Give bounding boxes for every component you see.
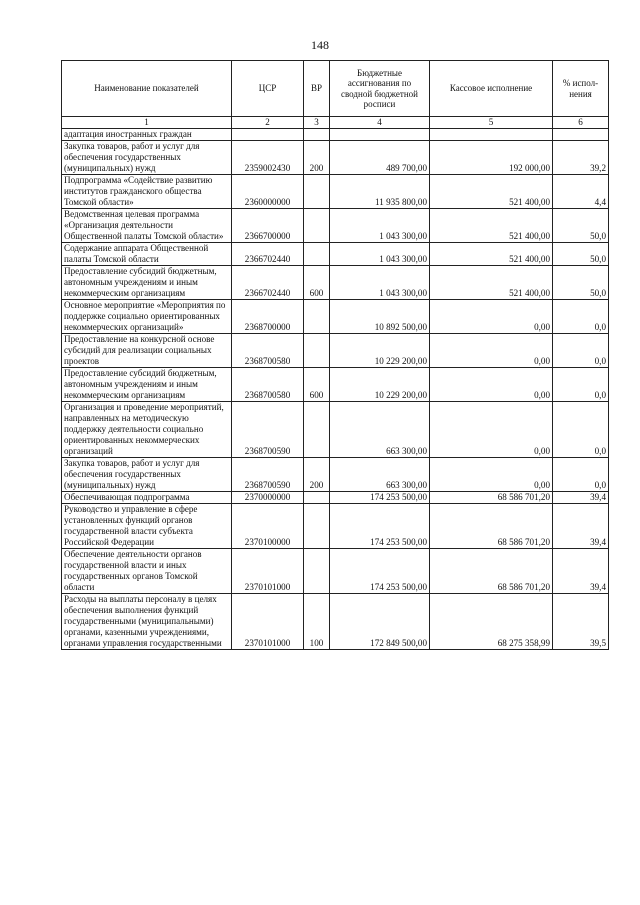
table-row — [62, 402, 609, 458]
row-csr: 2370101000 — [232, 594, 304, 650]
row-vr — [304, 492, 330, 504]
row-budget: 11 935 800,00 — [330, 175, 430, 209]
row-vr — [304, 209, 330, 243]
row-name: Предоставление субсидий бюджетным, автономным учреждениям и иным некоммерческим организациям — [62, 368, 232, 402]
header-pct: % испол-нения — [553, 61, 609, 117]
row-budget: 10 229 200,00 — [330, 368, 430, 402]
row-pct: 50,0 — [553, 266, 609, 300]
row-cash: 68 586 701,20 — [430, 504, 553, 549]
row-name: Руководство и управление в сфере установленных функций органов государственной власти субъекта Российской Федерации — [62, 504, 232, 549]
row-name: Основное мероприятие «Мероприятия по поддержке социально ориентированных некоммерческих организаций» — [62, 300, 232, 334]
header-cash: Кассовое исполнение — [430, 61, 553, 117]
row-cash: 0,00 — [430, 368, 553, 402]
row-cash: 68 586 701,20 — [430, 492, 553, 504]
row-csr: 2370000000 — [232, 492, 304, 504]
row-csr: 2360000000 — [232, 175, 304, 209]
column-number-row — [62, 117, 609, 129]
row-vr — [304, 300, 330, 334]
header-name: Наименование показателей — [62, 61, 232, 117]
column-number: 1 — [62, 117, 232, 129]
row-cash: 521 400,00 — [430, 243, 553, 266]
table-row — [62, 129, 609, 141]
row-name: Закупка товаров, работ и услуг для обеспечения государственных (муниципальных) нужд — [62, 141, 232, 175]
row-pct: 50,0 — [553, 243, 609, 266]
row-budget: 174 253 500,00 — [330, 549, 430, 594]
row-cash: 0,00 — [430, 334, 553, 368]
row-budget: 489 700,00 — [330, 141, 430, 175]
row-csr: 2368700000 — [232, 300, 304, 334]
row-csr: 2370100000 — [232, 504, 304, 549]
row-csr: 2368700590 — [232, 458, 304, 492]
row-vr — [304, 549, 330, 594]
row-budget: 1 043 300,00 — [330, 209, 430, 243]
row-cash: 0,00 — [430, 458, 553, 492]
row-cash: 68 275 358,99 — [430, 594, 553, 650]
row-name: Ведомственная целевая программа «Организация деятельности Общественной палаты Томской области» — [62, 209, 232, 243]
row-budget — [330, 129, 430, 141]
row-vr — [304, 504, 330, 549]
row-csr: 2366700000 — [232, 209, 304, 243]
row-name: Обеспечение деятельности органов государственной власти и иных государственных органов Томской области — [62, 549, 232, 594]
row-csr: 2368700580 — [232, 368, 304, 402]
row-pct: 39,4 — [553, 504, 609, 549]
row-name: Обеспечивающая подпрограмма — [62, 492, 232, 504]
row-pct: 39,5 — [553, 594, 609, 650]
row-budget: 10 229 200,00 — [330, 334, 430, 368]
table-row — [62, 243, 609, 266]
row-name: адаптация иностранных граждан — [62, 129, 232, 141]
row-name: Закупка товаров, работ и услуг для обеспечения государственных (муниципальных) нужд — [62, 458, 232, 492]
page-number: 148 — [311, 38, 329, 52]
row-budget: 172 849 500,00 — [330, 594, 430, 650]
row-csr: 2370101000 — [232, 549, 304, 594]
row-pct: 4,4 — [553, 175, 609, 209]
row-pct: 0,0 — [553, 300, 609, 334]
table-row — [62, 594, 609, 650]
row-cash: 68 586 701,20 — [430, 549, 553, 594]
row-pct: 39,4 — [553, 492, 609, 504]
row-budget: 174 253 500,00 — [330, 492, 430, 504]
table-row — [62, 368, 609, 402]
row-name: Предоставление на конкурсной основе субсидий для реализации социальных проектов — [62, 334, 232, 368]
row-cash — [430, 129, 553, 141]
row-cash: 0,00 — [430, 300, 553, 334]
table-row — [62, 266, 609, 300]
row-csr: 2366702440 — [232, 243, 304, 266]
row-csr — [232, 129, 304, 141]
row-name: Предоставление субсидий бюджетным, автономным учреждениям и иным некоммерческим организациям — [62, 266, 232, 300]
row-pct: 0,0 — [553, 368, 609, 402]
row-vr — [304, 402, 330, 458]
row-vr — [304, 175, 330, 209]
row-csr: 2368700590 — [232, 402, 304, 458]
table-row — [62, 492, 609, 504]
row-budget: 1 043 300,00 — [330, 266, 430, 300]
row-budget: 1 043 300,00 — [330, 243, 430, 266]
budget-table — [61, 60, 609, 650]
column-number: 4 — [330, 117, 430, 129]
table-row — [62, 334, 609, 368]
row-cash: 521 400,00 — [430, 209, 553, 243]
row-vr — [304, 334, 330, 368]
row-pct: 0,0 — [553, 334, 609, 368]
table-row — [62, 549, 609, 594]
row-name: Подпрограмма «Содействие развитию институтов гражданского общества Томской области» — [62, 175, 232, 209]
row-csr: 2359002430 — [232, 141, 304, 175]
row-cash: 521 400,00 — [430, 175, 553, 209]
header-csr: ЦСР — [232, 61, 304, 117]
row-vr: 600 — [304, 368, 330, 402]
header-budget: Бюджетные ассигнования по сводной бюджетной росписи — [330, 61, 430, 117]
column-number: 2 — [232, 117, 304, 129]
row-cash: 192 000,00 — [430, 141, 553, 175]
row-pct: 0,0 — [553, 402, 609, 458]
row-pct: 39,4 — [553, 549, 609, 594]
table-row — [62, 458, 609, 492]
column-number: 3 — [304, 117, 330, 129]
row-budget: 174 253 500,00 — [330, 504, 430, 549]
row-pct — [553, 129, 609, 141]
row-vr — [304, 129, 330, 141]
row-budget: 663 300,00 — [330, 458, 430, 492]
header-row — [62, 61, 609, 117]
table-row — [62, 504, 609, 549]
column-number: 5 — [430, 117, 553, 129]
table-row — [62, 209, 609, 243]
row-budget: 10 892 500,00 — [330, 300, 430, 334]
row-name: Организация и проведение мероприятий, направленных на методическую поддержку деятельности социально ориентированных некоммерческих организаций — [62, 402, 232, 458]
row-vr: 100 — [304, 594, 330, 650]
table-row — [62, 300, 609, 334]
header-vr: ВР — [304, 61, 330, 117]
column-number: 6 — [553, 117, 609, 129]
row-pct: 50,0 — [553, 209, 609, 243]
row-cash: 521 400,00 — [430, 266, 553, 300]
row-pct: 0,0 — [553, 458, 609, 492]
row-vr: 600 — [304, 266, 330, 300]
row-cash: 0,00 — [430, 402, 553, 458]
row-vr — [304, 243, 330, 266]
row-csr: 2366702440 — [232, 266, 304, 300]
row-csr: 2368700580 — [232, 334, 304, 368]
row-name: Расходы на выплаты персоналу в целях обеспечения выполнения функций государственными (муниципальными) органами, казенными учреждениями, органами управления государственными — [62, 594, 232, 650]
table-row — [62, 141, 609, 175]
row-vr: 200 — [304, 458, 330, 492]
row-pct: 39,2 — [553, 141, 609, 175]
table-row — [62, 175, 609, 209]
row-vr: 200 — [304, 141, 330, 175]
row-name: Содержание аппарата Общественной палаты Томской области — [62, 243, 232, 266]
row-budget: 663 300,00 — [330, 402, 430, 458]
